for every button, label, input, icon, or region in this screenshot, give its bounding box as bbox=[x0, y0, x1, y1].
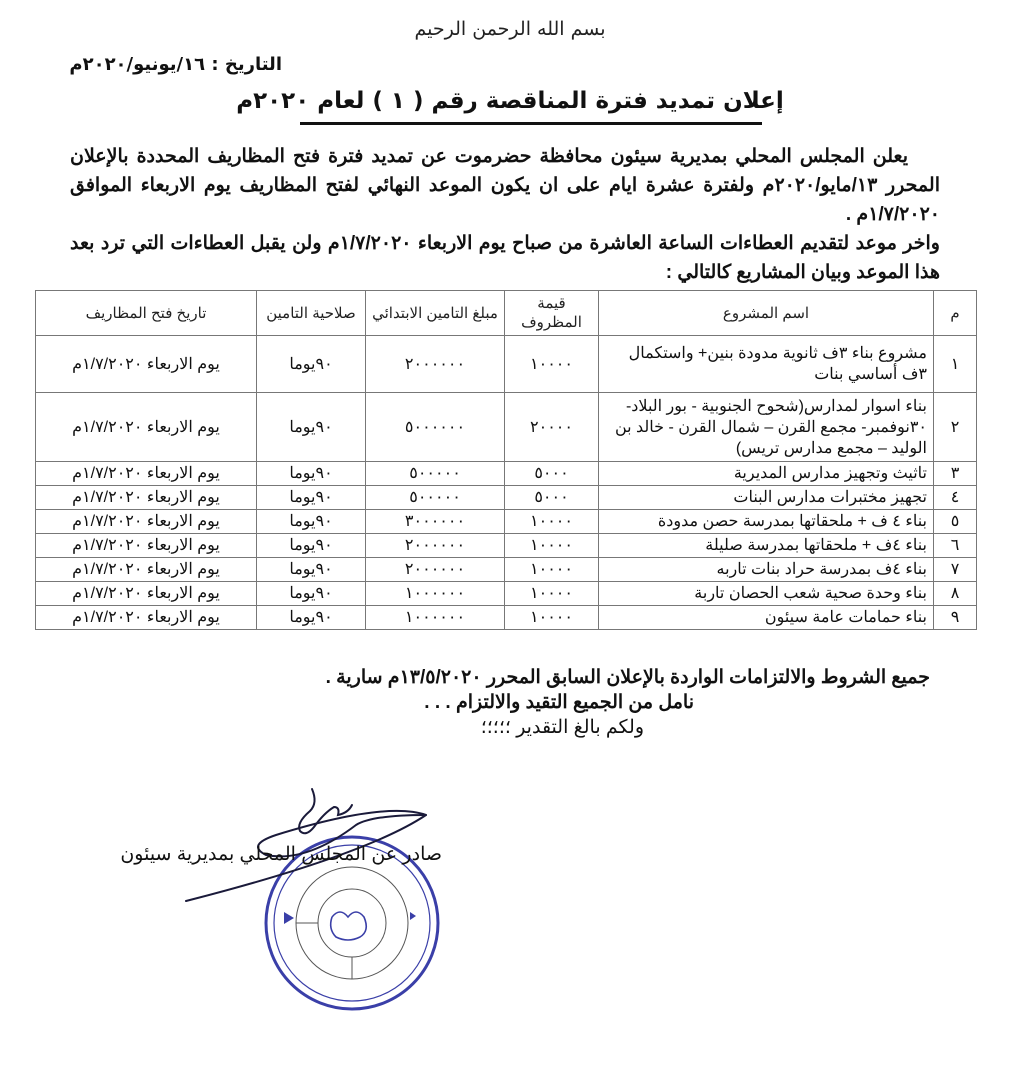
table-row bbox=[36, 393, 977, 462]
cell-opening-date: يوم الاربعاء ١/٧/٢٠٢٠م bbox=[36, 582, 257, 606]
cell-insurance-validity: ٩٠يوما bbox=[257, 606, 366, 630]
cell-insurance-amount: ٥٠٠٠٠٠ bbox=[366, 462, 505, 486]
body-paragraph-1: يعلن المجلس المحلي بمديرية سيئون محافظة حضرموت عن تمديد فترة فتح المظاريف المحددة بالإعلان المحرر ١٣/مايو/٢٠٢٠م ولفترة عشرة ايام على ان يكون الموعد النهائي لفتح المظاريف يوم الاربعاء الموافق ١/٧/٢٠٢٠م . bbox=[70, 146, 940, 225]
announcement-body bbox=[70, 142, 940, 287]
cell-insurance-amount: ٢٠٠٠٠٠٠ bbox=[366, 534, 505, 558]
cell-num: ٨ bbox=[934, 582, 977, 606]
document-title: إعلان تمديد فترة المناقصة رقم ( ١ ) لعام ٢٠٢٠م bbox=[236, 88, 784, 114]
closing-line-3: ولكم بالغ التقدير ؛؛؛؛؛ bbox=[480, 717, 644, 738]
cell-opening-date: يوم الاربعاء ١/٧/٢٠٢٠م bbox=[36, 336, 257, 393]
table-row bbox=[36, 486, 977, 510]
table-row bbox=[36, 534, 977, 558]
table-row bbox=[36, 558, 977, 582]
cell-opening-date: يوم الاربعاء ١/٧/٢٠٢٠م bbox=[36, 606, 257, 630]
cell-envelope-value: ١٠٠٠٠ bbox=[505, 558, 599, 582]
cell-num: ٧ bbox=[934, 558, 977, 582]
cell-insurance-validity: ٩٠يوما bbox=[257, 336, 366, 393]
cell-insurance-validity: ٩٠يوما bbox=[257, 510, 366, 534]
cell-opening-date: يوم الاربعاء ١/٧/٢٠٢٠م bbox=[36, 534, 257, 558]
table-row bbox=[36, 582, 977, 606]
cell-envelope-value: ١٠٠٠٠ bbox=[505, 336, 599, 393]
cell-num: ٥ bbox=[934, 510, 977, 534]
cell-insurance-validity: ٩٠يوما bbox=[257, 393, 366, 462]
cell-project: بناء وحدة صحية شعب الحصان تاربة bbox=[599, 582, 934, 606]
title-underline bbox=[300, 122, 762, 125]
cell-project: بناء ٤ف + ملحقاتها بمدرسة صليلة bbox=[599, 534, 934, 558]
cell-insurance-validity: ٩٠يوما bbox=[257, 558, 366, 582]
cell-envelope-value: ٥٠٠٠ bbox=[505, 486, 599, 510]
cell-insurance-amount: ١٠٠٠٠٠٠ bbox=[366, 606, 505, 630]
table-row bbox=[36, 336, 977, 393]
header-project: اسم المشروع bbox=[599, 291, 934, 336]
cell-num: ١ bbox=[934, 336, 977, 393]
cell-opening-date: يوم الاربعاء ١/٧/٢٠٢٠م bbox=[36, 393, 257, 462]
cell-project: مشروع بناء ٣ف ثانوية مدودة بنين+ واستكمال ٣ف أساسي بنات bbox=[599, 336, 934, 393]
cell-project: تجهيز مختبرات مدارس البنات bbox=[599, 486, 934, 510]
header-insurance-validity: صلاحية التامين bbox=[257, 291, 366, 336]
cell-num: ٩ bbox=[934, 606, 977, 630]
cell-envelope-value: ١٠٠٠٠ bbox=[505, 534, 599, 558]
cell-opening-date: يوم الاربعاء ١/٧/٢٠٢٠م bbox=[36, 558, 257, 582]
table-row bbox=[36, 510, 977, 534]
header-insurance-amount: مبلغ التامين الابتدائي bbox=[366, 291, 505, 336]
cell-insurance-validity: ٩٠يوما bbox=[257, 534, 366, 558]
cell-insurance-validity: ٩٠يوما bbox=[257, 462, 366, 486]
cell-num: ٤ bbox=[934, 486, 977, 510]
cell-project: بناء ٤ ف + ملحقاتها بمدرسة حصن مدودة bbox=[599, 510, 934, 534]
cell-insurance-amount: ٥٠٠٠٠٠٠ bbox=[366, 393, 505, 462]
cell-envelope-value: ٥٠٠٠ bbox=[505, 462, 599, 486]
header-opening-date: تاريخ فتح المظاريف bbox=[36, 291, 257, 336]
cell-num: ٣ bbox=[934, 462, 977, 486]
cell-opening-date: يوم الاربعاء ١/٧/٢٠٢٠م bbox=[36, 510, 257, 534]
cell-project: بناء حمامات عامة سيئون bbox=[599, 606, 934, 630]
cell-insurance-amount: ٥٠٠٠٠٠ bbox=[366, 486, 505, 510]
cell-project: بناء اسوار لمدارس(شحوح الجنوبية - بور البلاد- ٣٠نوفمبر- مجمع القرن – شمال القرن - خالد بن الوليد – مجمع مدارس تريس) bbox=[599, 393, 934, 462]
cell-insurance-amount: ٣٠٠٠٠٠٠ bbox=[366, 510, 505, 534]
cell-num: ٦ bbox=[934, 534, 977, 558]
document-date: التاريخ : ١٦/يونيو/٢٠٢٠م bbox=[69, 54, 282, 75]
cell-insurance-amount: ١٠٠٠٠٠٠ bbox=[366, 582, 505, 606]
body-paragraph-2: واخر موعد لتقديم العطاءات الساعة العاشرة من صباح يوم الاربعاء ١/٧/٢٠٢٠م ولن يقبل العطاءات التي ترد بعد هذا الموعد وبيان المشاريع كالتالي : bbox=[70, 233, 940, 283]
cell-num: ٢ bbox=[934, 393, 977, 462]
cell-envelope-value: ١٠٠٠٠ bbox=[505, 510, 599, 534]
cell-envelope-value: ٢٠٠٠٠ bbox=[505, 393, 599, 462]
table-row bbox=[36, 606, 977, 630]
cell-insurance-validity: ٩٠يوما bbox=[257, 486, 366, 510]
header-envelope-value: قيمة المظروف bbox=[505, 291, 599, 336]
closing-remarks bbox=[300, 665, 930, 740]
basmala-heading: بسم الله الرحمن الرحيم bbox=[414, 18, 606, 40]
closing-line-1: جميع الشروط والالتزامات الواردة بالإعلان السابق المحرر ١٣/٥/٢٠٢٠م سارية . bbox=[325, 667, 930, 688]
cell-project: تاثيث وتجهيز مدارس المديرية bbox=[599, 462, 934, 486]
cell-envelope-value: ١٠٠٠٠ bbox=[505, 606, 599, 630]
cell-opening-date: يوم الاربعاء ١/٧/٢٠٢٠م bbox=[36, 462, 257, 486]
closing-line-2: نامل من الجميع التقيد والالتزام . . . bbox=[424, 692, 694, 713]
cell-project: بناء ٤ف بمدرسة حراد بنات تاربه bbox=[599, 558, 934, 582]
projects-table bbox=[35, 290, 977, 630]
cell-opening-date: يوم الاربعاء ١/٧/٢٠٢٠م bbox=[36, 486, 257, 510]
cell-insurance-amount: ٢٠٠٠٠٠٠ bbox=[366, 558, 505, 582]
cell-insurance-amount: ٢٠٠٠٠٠٠ bbox=[366, 336, 505, 393]
header-num: م bbox=[934, 291, 977, 336]
table-row bbox=[36, 462, 977, 486]
table-header-row bbox=[36, 291, 977, 336]
issuer-signature-line: صادر عن المجلس المحلي بمديرية سيئون bbox=[120, 844, 442, 865]
cell-envelope-value: ١٠٠٠٠ bbox=[505, 582, 599, 606]
cell-insurance-validity: ٩٠يوما bbox=[257, 582, 366, 606]
